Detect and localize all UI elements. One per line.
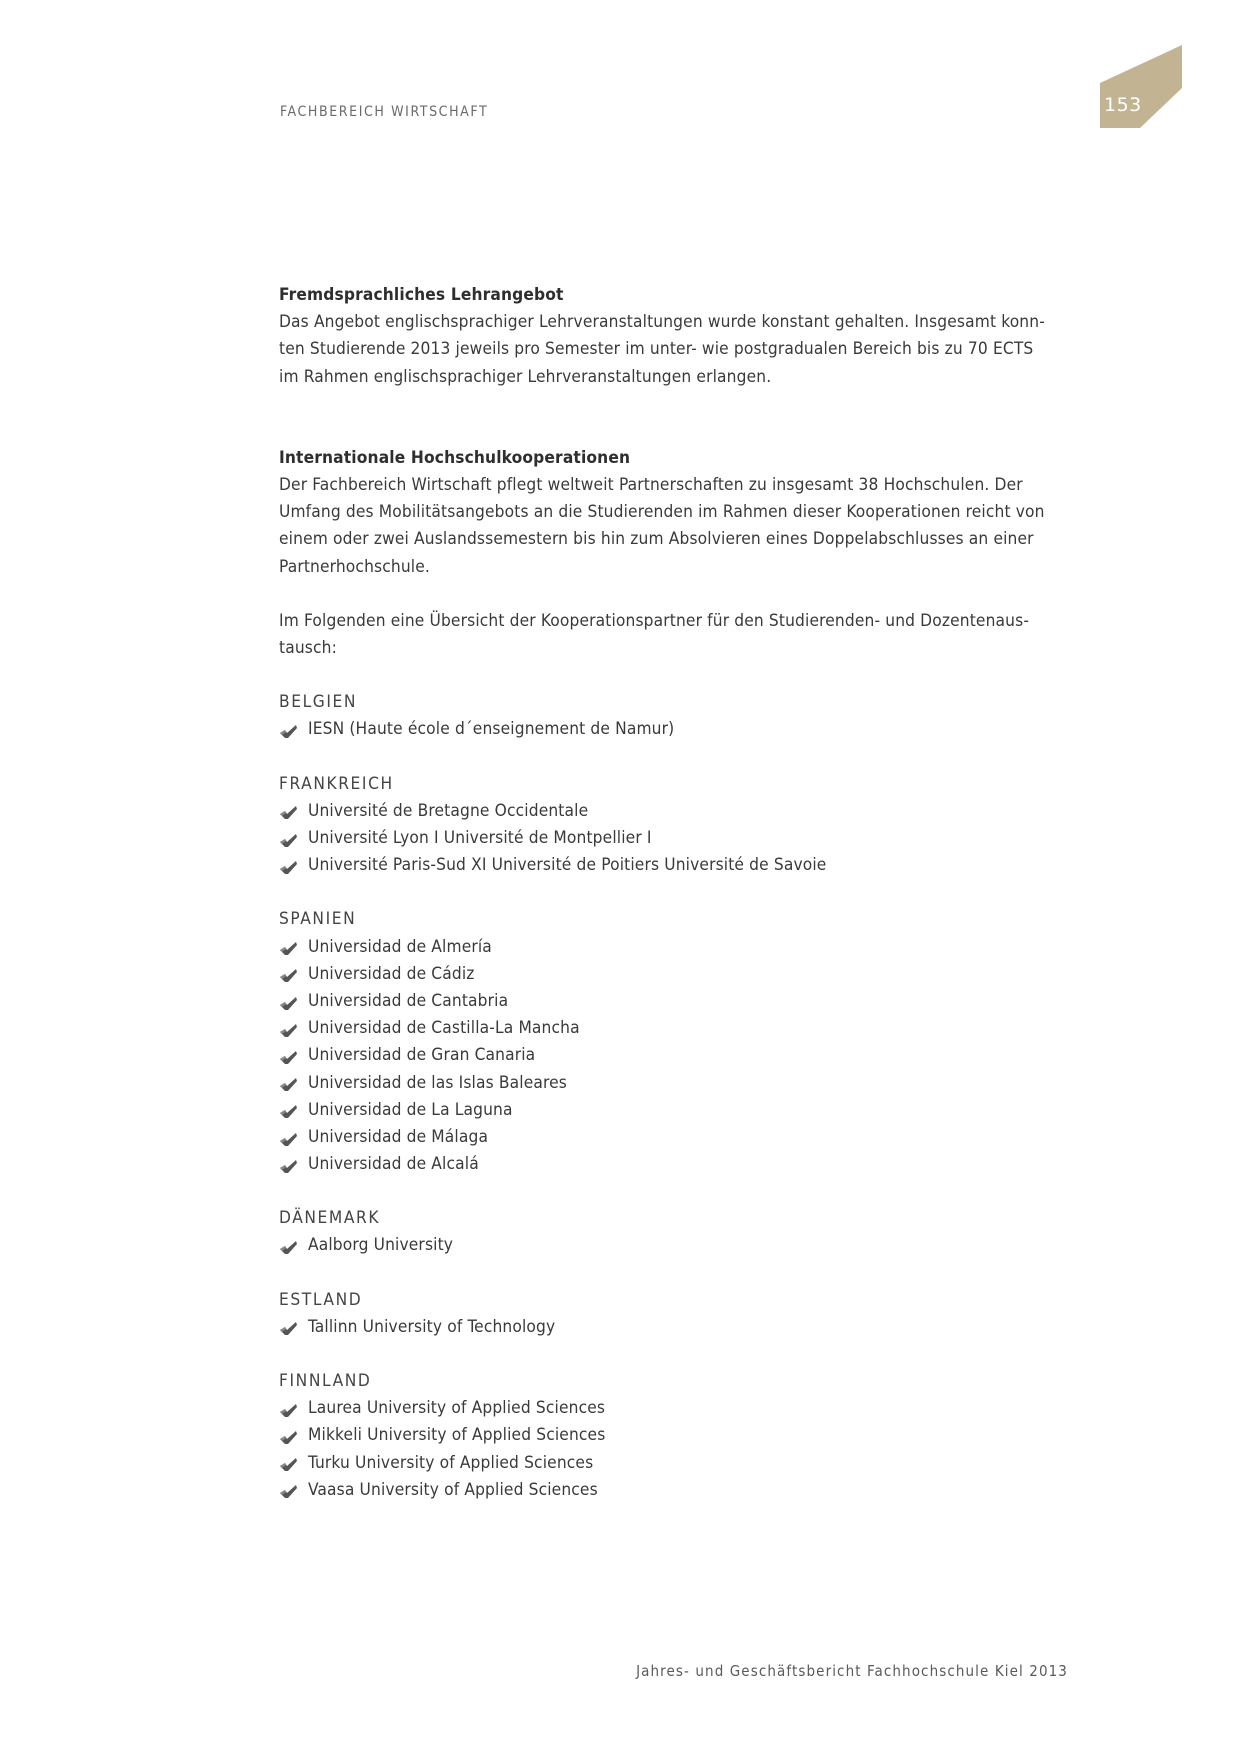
partner-name: Université Paris-Sud XI Université de Poitiers Université de Savoie	[308, 855, 827, 876]
country-heading: DÄNEMARK	[279, 1208, 381, 1229]
partner-name: Laurea University of Applied Sciences	[308, 1398, 606, 1419]
partner-name: Universidad de Castilla-La Mancha	[308, 1018, 580, 1039]
list-item	[279, 1151, 1069, 1178]
partner-list	[279, 716, 1069, 743]
partner-name: Universidad de Cantabria	[308, 990, 509, 1011]
list-item	[279, 961, 1069, 988]
partner-name: Universidad de las Islas Baleares	[308, 1072, 568, 1093]
page-number: 153	[1104, 94, 1142, 116]
list-item	[279, 852, 1069, 879]
check-icon	[279, 858, 298, 874]
heading-kooperationen: Internationale Hochschulkooperationen	[279, 447, 631, 468]
check-icon	[279, 1238, 298, 1254]
country-heading: FRANKREICH	[279, 773, 394, 794]
partner-name: Universidad de Alcalá	[308, 1154, 479, 1175]
partner-name: Université Lyon I Université de Montpellier I	[308, 828, 652, 849]
page-footer: Jahres- und Geschäftsbericht Fachhochschule Kiel 2013	[636, 1662, 1068, 1680]
list-item	[279, 1124, 1069, 1151]
check-icon	[279, 1319, 298, 1335]
check-icon	[279, 939, 298, 955]
paragraph-kooperationen	[279, 472, 1069, 581]
partner-name: Universidad de Gran Canaria	[308, 1045, 536, 1066]
check-icon	[279, 1130, 298, 1146]
list-item	[279, 1477, 1069, 1504]
partner-list	[279, 1395, 1069, 1504]
check-icon	[279, 966, 298, 982]
paragraph-line: Das Angebot englischsprachiger Lehrveranstaltungen wurde konstant gehalten. Insgesamt konn-	[279, 312, 1045, 333]
check-icon	[279, 1455, 298, 1471]
check-icon	[279, 1401, 298, 1417]
paragraph-line: ten Studierende 2013 jeweils pro Semester im unter- wie postgradualen Bereich bis zu 70 ECTS	[279, 339, 1034, 360]
check-icon	[279, 803, 298, 819]
partner-name: Tallinn University of Technology	[308, 1316, 556, 1337]
check-icon	[279, 831, 298, 847]
section-header: FACHBEREICH WIRTSCHAFT	[280, 104, 489, 120]
list-item	[279, 1395, 1069, 1422]
partner-name: Universidad de Cádiz	[308, 963, 475, 984]
partner-list	[279, 934, 1069, 1179]
check-icon	[279, 994, 298, 1010]
heading-lehrangebot: Fremdsprachliches Lehrangebot	[279, 285, 564, 305]
paragraph-line: im Rahmen englischsprachiger Lehrveranstaltungen erlangen.	[279, 366, 772, 387]
partner-list	[279, 1314, 1069, 1341]
list-item	[279, 934, 1069, 961]
list-item	[279, 1042, 1069, 1069]
partner-name: Aalborg University	[308, 1235, 454, 1256]
list-item	[279, 825, 1069, 852]
check-icon	[279, 1482, 298, 1498]
paragraph-line: einem oder zwei Auslandssemestern bis hin zum Absolvieren eines Doppelabschlusses an einer	[279, 529, 1034, 550]
country-heading: SPANIEN	[279, 909, 357, 930]
check-icon	[279, 1428, 298, 1444]
partner-list	[279, 1232, 1069, 1259]
list-item	[279, 1422, 1069, 1449]
check-icon	[279, 1021, 298, 1037]
partner-name: Vaasa University of Applied Sciences	[308, 1479, 598, 1500]
paragraph-lehrangebot	[279, 309, 1069, 391]
list-item	[279, 1070, 1069, 1097]
main-content	[279, 282, 1069, 1504]
partner-name: IESN (Haute école d´enseignement de Namur)	[308, 719, 675, 740]
partner-name: Universidad de Málaga	[308, 1126, 489, 1147]
paragraph-line: Umfang des Mobilitätsangebots an die Studierenden im Rahmen dieser Kooperationen reicht von	[279, 502, 1045, 523]
partner-name: Mikkeli University of Applied Sciences	[308, 1425, 606, 1446]
check-icon	[279, 1075, 298, 1091]
check-icon	[279, 1102, 298, 1118]
paragraph-intro	[279, 608, 1069, 662]
country-heading: BELGIEN	[279, 692, 358, 713]
check-icon	[279, 722, 298, 738]
paragraph-line: tausch:	[279, 638, 337, 659]
list-item	[279, 1314, 1069, 1341]
list-item	[279, 1450, 1069, 1477]
partner-name: Turku University of Applied Sciences	[308, 1452, 594, 1473]
check-icon	[279, 1048, 298, 1064]
paragraph-line: Der Fachbereich Wirtschaft pflegt weltweit Partnerschaften zu insgesamt 38 Hochschulen. Der	[279, 475, 1023, 496]
partner-name: Université de Bretagne Occidentale	[308, 800, 589, 821]
partner-name: Universidad de La Laguna	[308, 1099, 513, 1120]
partner-name: Universidad de Almería	[308, 936, 492, 957]
country-heading: ESTLAND	[279, 1289, 363, 1310]
check-icon	[279, 1157, 298, 1173]
paragraph-line: Partnerhochschule.	[279, 556, 430, 577]
list-item	[279, 1015, 1069, 1042]
list-item	[279, 1232, 1069, 1259]
list-item	[279, 1097, 1069, 1124]
paragraph-line: Im Folgenden eine Übersicht der Kooperationspartner für den Studierenden- und Dozentenaus-	[279, 610, 1030, 631]
partner-list	[279, 798, 1069, 880]
list-item	[279, 988, 1069, 1015]
country-heading: FINNLAND	[279, 1371, 372, 1392]
list-item	[279, 798, 1069, 825]
list-item	[279, 716, 1069, 743]
country-list	[279, 662, 1069, 1504]
